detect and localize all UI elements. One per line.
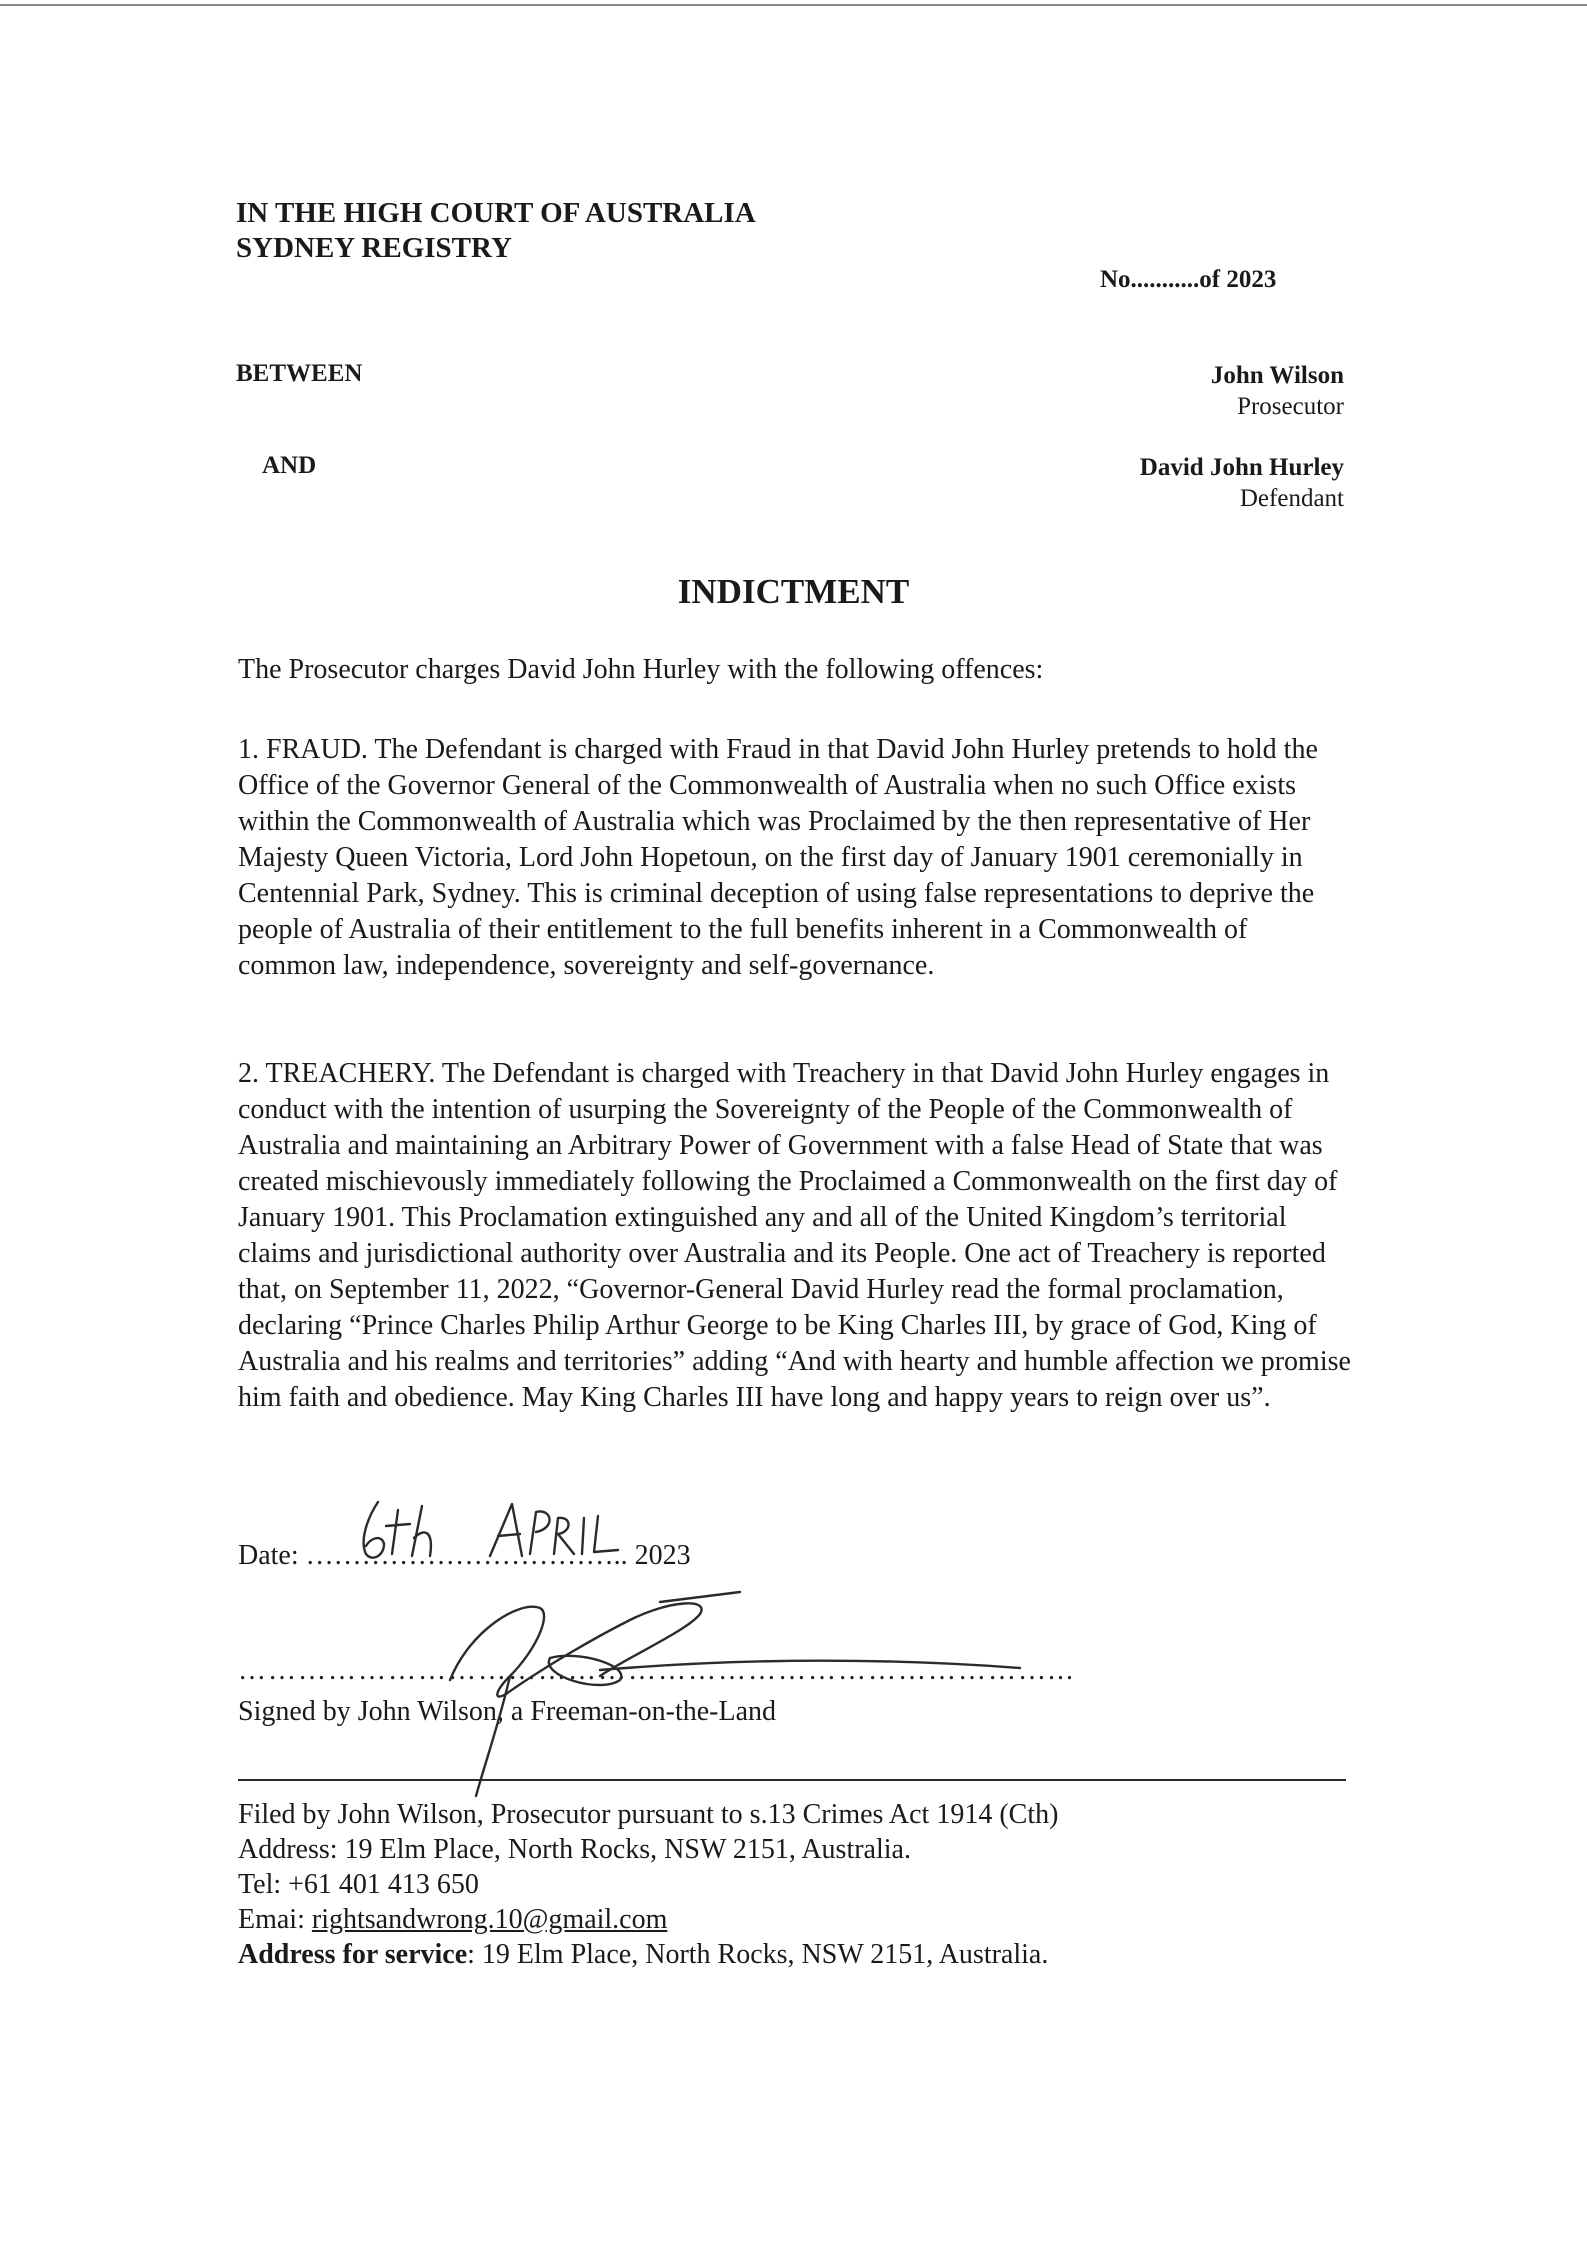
filing-email-line (238, 1902, 1058, 1937)
filing-tel: Tel: +61 401 413 650 (238, 1869, 479, 1900)
email-link[interactable]: rightsandwrong.10@gmail.com (311, 1904, 668, 1935)
defendant-name: David John Hurley (1139, 454, 1344, 481)
court-name: IN THE HIGH COURT OF AUSTRALIA (236, 197, 756, 229)
handwritten-signature (300, 1480, 1100, 1810)
footer-rule (238, 1779, 1346, 1781)
between-label: BETWEEN (236, 360, 363, 387)
signed-by: Signed by John Wilson, a Freeman-on-the-Land (238, 1696, 777, 1727)
court-heading (236, 196, 756, 266)
filing-block (238, 1797, 1058, 1972)
handwritten-date-PRIL (530, 1511, 618, 1554)
signature-stroke-dash (660, 1592, 740, 1602)
and-label: AND (262, 452, 317, 479)
defendant-role: Defendant (1239, 485, 1344, 512)
court-registry: SYDNEY REGISTRY (236, 232, 512, 264)
date-label: Date: (238, 1540, 299, 1571)
handwritten-date-6 (364, 1502, 384, 1558)
charge-fraud: 1. FRAUD. The Defendant is charged with Fraud in that David John Hurley pretends to hold the Office of the Governor General of the Commonwealth of Australia when no such Office exists within the Commonwealth of Australia which was Proclaimed by the then representative of Her Majesty Queen Victoria, Lord John Hopetoun, on the first day of January 1901 ceremonially in Centennial Park, Sydney. This is criminal deception of using false representations to deprive the people of Australia of their entitlement to the full benefits inherent in a Commonwealth of common law, independence, sovereignty and self-governance. (238, 734, 1318, 981)
signature-dots: ………………………………………………………………………... (238, 1655, 1075, 1686)
charge-treachery: 2. TREACHERY. The Defendant is charged with Treachery in that David John Hurley engages in conduct with the intention of usurping the Sovereignty of the People of the Commonwealth of Australia and maintaining an Arbitrary Power of Government with a false Head of State that was created mischievously immediately following the Proclaimed a Commonwealth on the first day of January 1901. This Proclamation extinguished any and all of the United Kingdom’s territorial claims and jurisdictional authority over Australia and its People. One act of Treachery is reported that, on September 11, 2022, “Governor-General David Hurley read the formal proclamation, declaring “Prince Charles Philip Arthur George to be King Charles III, by grace of God, King of Australia and his realms and territories” adding “And with hearty and humble affection we promise him faith and obedience. May King Charles III have long and happy years to reign over us”. (238, 1058, 1351, 1413)
prosecutor-block (1211, 360, 1344, 422)
page-top-edge (0, 4, 1587, 6)
handwritten-date-t (386, 1510, 410, 1554)
case-number: No...........of 2023 (1100, 266, 1277, 293)
document-title: INDICTMENT (677, 572, 910, 611)
prosecutor-name: John Wilson (1210, 362, 1344, 389)
date-year: 2023 (634, 1540, 691, 1571)
service-address-line (238, 1937, 1058, 1972)
handwritten-date-A (490, 1504, 522, 1556)
defendant-block (1140, 452, 1344, 514)
signature-stroke-tail (476, 1676, 510, 1796)
handwritten-date-h (412, 1506, 431, 1556)
intro-paragraph: The Prosecutor charges David John Hurley with the following offences: (238, 654, 1044, 685)
service-label: Address for service (238, 1939, 468, 1970)
filed-by: Filed by John Wilson, Prosecutor pursuant to s.13 Crimes Act 1914 (Cth) (238, 1799, 1059, 1830)
filing-address: Address: 19 Elm Place, North Rocks, NSW 2151, Australia. (238, 1834, 911, 1865)
prosecutor-role: Prosecutor (1237, 393, 1344, 420)
signature-stroke-underline (600, 1661, 1020, 1670)
date-dots: …………………………….. (305, 1540, 628, 1571)
email-label: Emai: (238, 1904, 312, 1935)
service-value: : 19 Elm Place, North Rocks, NSW 2151, Australia. (467, 1939, 1049, 1970)
